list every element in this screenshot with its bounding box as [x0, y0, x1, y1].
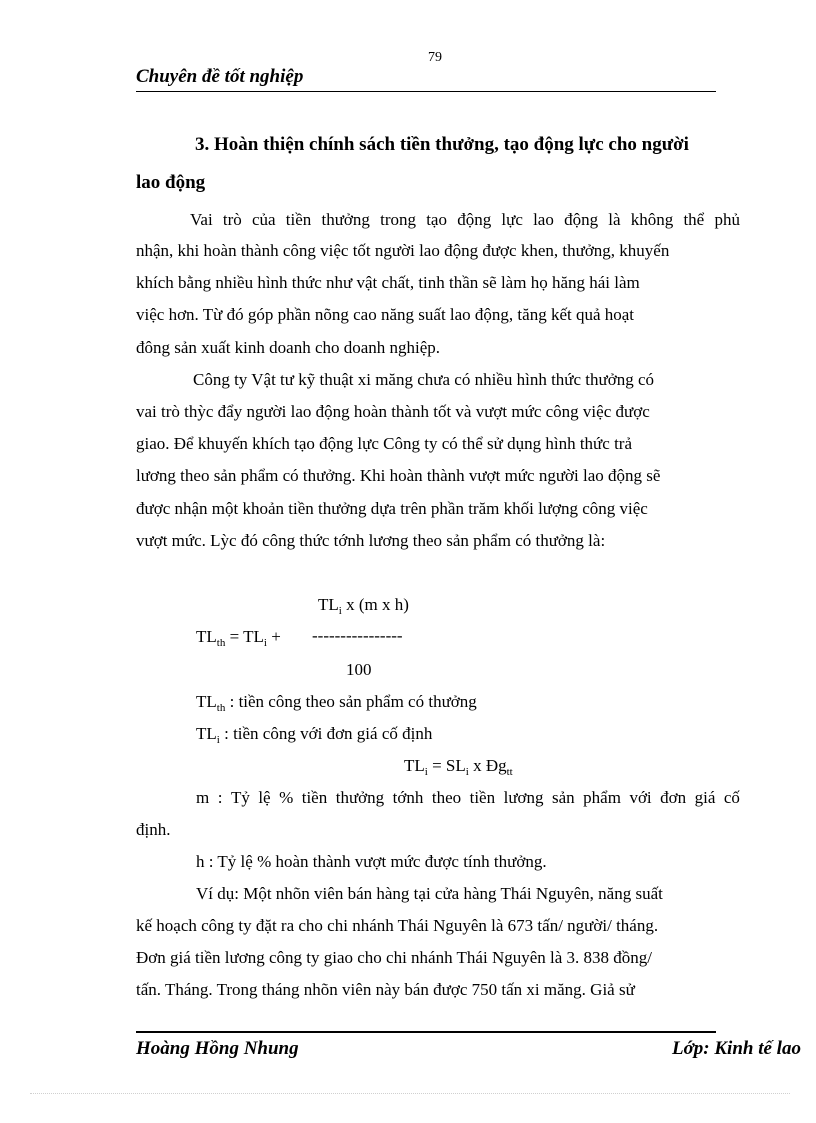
- definition-m-cont: định.: [136, 820, 171, 839]
- paragraph-line: lương theo sản phẩm có thưởng. Khi hoàn thành vượt mức người lao động sẽ: [136, 466, 661, 485]
- paragraph-line: kế hoạch công ty đặt ra cho chi nhánh Thái Nguyên là 673 tấn/ người/ tháng.: [136, 916, 659, 935]
- page-number: 79: [428, 50, 442, 65]
- formula-numerator: $TL_i$ x (m x h): [318, 595, 409, 617]
- paragraph-line: được nhận một khoản tiền thưởng dựa trên phần trăm khối lượng công việc: [136, 499, 648, 518]
- definition-h: h : Tỷ lệ % hoàn thành vượt mức được tính thưởng.: [196, 852, 547, 871]
- paragraph-line: giao. Để khuyến khích tạo động lực Công ty có thể sử dụng hình thức trả: [136, 434, 632, 453]
- paragraph-line: đông sản xuất kinh doanh cho doanh nghiệp.: [136, 338, 441, 357]
- footer-class: Lớp: Kinh tế lao: [672, 1038, 801, 1059]
- paragraph-line: tấn. Tháng. Trong tháng nhõn viên này bán được 750 tấn xi măng. Giả sử: [136, 980, 635, 999]
- definition-m: m : Tỷ lệ % tiền thưởng tớnh theo tiền lương sản phẩm với đơn giá cố: [196, 788, 740, 807]
- formula-denominator: 100: [346, 660, 372, 679]
- paragraph-line: nhận, khi hoàn thành công việc tốt người lao động được khen, thưởng, khuyến: [136, 241, 670, 260]
- footer-author: Hoàng Hồng Nhung: [136, 1038, 299, 1059]
- section-heading-line1: 3. Hoàn thiện chính sách tiền thưởng, tạo động lực cho người: [195, 134, 689, 155]
- definition-tlth: $TL_{th}$ : tiền công theo sản phẩm có thưởng: [196, 692, 477, 714]
- running-title: Chuyên đề tốt nghiệp: [136, 66, 304, 87]
- page-bottom-divider: [30, 1093, 790, 1094]
- section-heading-line2: lao động: [136, 172, 206, 193]
- formula-lhs: $TL_{th} = TL_i$ +: [196, 627, 281, 649]
- paragraph-line: Vai trò của tiền thưởng trong tạo động lực lao động là không thể phủ: [190, 210, 740, 229]
- paragraph-line: việc hơn. Từ đó góp phần nõng cao năng suất lao động, tăng kết quả hoạt: [136, 305, 635, 324]
- footer-rule: [136, 1031, 716, 1033]
- paragraph-line: vượt mức. Lỳc đó công thức tớnh lương theo sản phẩm có thưởng là:: [136, 531, 606, 550]
- header-rule: [136, 91, 716, 92]
- paragraph-line: khích bằng nhiều hình thức như vật chất, tinh thần sẽ làm họ hăng hái làm: [136, 273, 640, 292]
- definition-tli: $TL_i$ : tiền công với đơn giá cố định: [196, 724, 433, 746]
- paragraph-line: Đơn giá tiền lương công ty giao cho chi nhánh Thái Nguyên là 3. 838 đồng/: [136, 948, 653, 967]
- paragraph-line: Ví dụ: Một nhõn viên bán hàng tại cửa hàng Thái Nguyên, năng suất: [196, 884, 663, 903]
- paragraph-line: Công ty Vật tư kỹ thuật xi măng chưa có nhiều hình thức thưởng có: [193, 370, 655, 389]
- paragraph-line: vai trò thỳc đẩy người lao động hoàn thành tốt và vượt mức công việc được: [136, 402, 650, 421]
- equation-tli: $TL_i = SL_i$ x $Đg_{tt}$: [404, 756, 513, 778]
- fraction-bar: ----------------: [312, 626, 403, 645]
